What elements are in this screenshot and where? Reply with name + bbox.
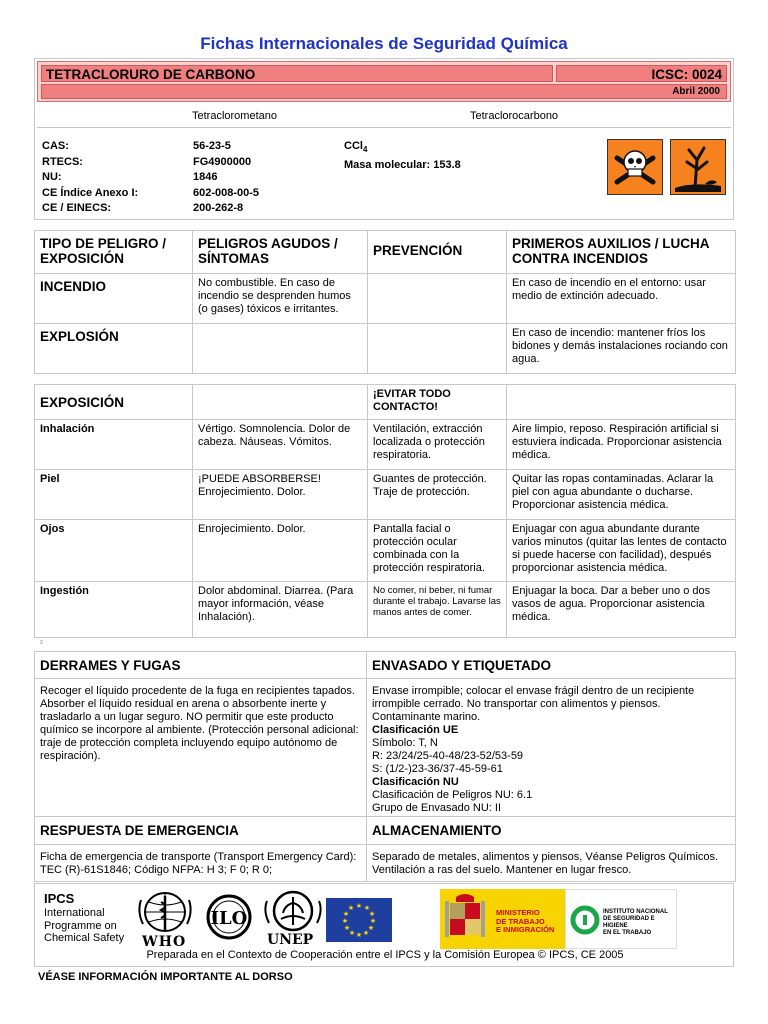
- nu-value: 1846: [193, 171, 218, 183]
- nu-class-title: Clasificación NU: [372, 776, 459, 788]
- row-inhalation-symptoms: Vértigo. Somnolencia. Dolor de cabeza. Náuseas. Vómitos.: [192, 419, 368, 470]
- emergency-storage-table: [34, 816, 736, 882]
- rtecs-value: FG4900000: [193, 155, 252, 168]
- ue-s-phrases: S: (1/2-)23-36/37-45-59-61: [372, 763, 503, 775]
- chemical-formula: CCl$_4$: [344, 140, 368, 155]
- cas-label: CAS:: [42, 140, 69, 152]
- svg-text:★: ★: [355, 931, 363, 939]
- ipcs-logo: IPCS: [44, 891, 75, 906]
- cas-value: 56-23-5: [193, 140, 231, 152]
- svg-text:★: ★: [362, 929, 370, 937]
- who-text: WHO: [142, 934, 187, 950]
- row-ingestion-symptoms: Dolor abdominal. Diarrea. (Para mayor información, véase Inhalación).: [192, 581, 368, 638]
- row-explosion-prevention: [367, 323, 507, 374]
- ce-anexo-label: CE Índice Anexo I:: [42, 186, 139, 199]
- ue-class-title: Clasificación UE: [372, 724, 459, 736]
- svg-text:★: ★: [363, 904, 371, 912]
- row-ingestion-prevention: No comer, ni beber, ni fumar durante el trabajo. Lavarse las manos antes de comer.: [367, 581, 507, 638]
- svg-text:★: ★: [369, 917, 377, 925]
- ipcs-name: International Programme on Chemical Safety: [44, 907, 125, 944]
- storage-title: ALMACENAMIENTO: [366, 816, 736, 845]
- molecular-mass: Masa molecular: 153.8: [344, 158, 461, 171]
- id-labels: [42, 139, 138, 217]
- row-eyes-prevention: Pantalla facial o protección ocular combinada con la protección respiratoria.: [367, 519, 507, 582]
- row-explosion-aid: En caso de incendio: mantener fríos los bidones y demás instalaciones rociando con agua.: [506, 323, 736, 374]
- prepared-note: Preparada en el Contexto de Cooperación entre el IPCS y la Comisión Europea © IPCS, CE 2005: [146, 949, 624, 961]
- packaging-text: Envase irrompible; colocar el envase frágil dentro de un recipiente irrompible cerrado. No transportar con alimentos y piensos. Contaminante marino.: [372, 685, 695, 723]
- svg-text:★: ★: [347, 904, 355, 912]
- svg-text:★: ★: [367, 924, 375, 932]
- row-inhalation-aid: Aire limpio, reposo. Respiración artificial si estuviera indicada. Proporcionar asistencia médica.: [506, 419, 736, 470]
- spill-text: Recoger el líquido procedente de la fuga en recipientes tapados. Absorber el líquido residual en arena o absorbente inerte y trasladarlo a un lugar seguro. NO permitir que este producto químico se incorpore al ambiente. (Protección personal adicional: traje de protección completa incluyendo equipo autónomo de respiración).: [34, 678, 367, 817]
- row-skin-symptoms: ¡PUEDE ABSORBERSE! Enrojecimiento. Dolor.: [192, 469, 368, 520]
- ministerio-name: MINISTERIO DE TRABAJO E INMIGRACIÓN: [496, 908, 555, 934]
- ue-r-phrases: R: 23/24/25-40-48/23-52/53-59: [372, 750, 524, 762]
- nu-class: Clasificación de Peligros NU: 6.1: [372, 789, 533, 801]
- nu-label: NU:: [42, 171, 62, 183]
- row-eyes-type: Ojos: [34, 519, 193, 582]
- spill-title: DERRAMES Y FUGAS: [34, 651, 367, 679]
- spill-packaging-table: [34, 651, 736, 817]
- svg-text:★: ★: [355, 902, 363, 910]
- unep-text: UNEP: [267, 932, 314, 948]
- hazard-table: [34, 230, 736, 374]
- who-logo-icon: [135, 890, 195, 950]
- formula-block: [344, 139, 461, 173]
- row-explosion-type: EXPLOSIÓN: [34, 323, 193, 374]
- emergency-text: Ficha de emergencia de transporte (Transport Emergency Card): TEC (R)-61S1846; Código NFPA: H 3; F 0; R 0;: [34, 844, 367, 882]
- unep-logo-icon: [261, 889, 325, 951]
- einecs-value: 200-262-8: [193, 202, 244, 214]
- ilo-text: ILO: [210, 908, 248, 929]
- row-ingestion-type: Ingestión: [34, 581, 193, 638]
- col-header-symptoms: PELIGROS AGUDOS / SÍNTOMAS: [192, 230, 368, 274]
- ce-anexo-value: 602-008-00-5: [193, 186, 260, 199]
- row-inhalation-prevention: Ventilación, extracción localizada o protección respiratoria.: [367, 419, 507, 470]
- avoid-contact-header: ¡EVITAR TODO CONTACTO!: [367, 384, 507, 420]
- row-fire-type: INCENDIO: [34, 273, 193, 324]
- ilo-logo-icon: [201, 894, 257, 940]
- logos-footer: [34, 883, 734, 967]
- col-header-type: TIPO DE PELIGRO / EXPOSICIÓN: [34, 230, 193, 274]
- synonyms-row: [37, 103, 731, 128]
- ministerio-logo: [440, 889, 565, 949]
- row-fire-aid: En caso de incendio en el entorno: usar medio de extinción adecuado.: [506, 273, 736, 324]
- packaging-body: [366, 678, 736, 817]
- exposure-table: [34, 384, 736, 638]
- row-skin-type: Piel: [34, 469, 193, 520]
- svg-text:★: ★: [368, 910, 376, 918]
- row-skin-prevention: Guantes de protección. Traje de protección.: [367, 469, 507, 520]
- name-banner: [37, 61, 731, 102]
- page-mark: 2: [40, 640, 43, 646]
- id-values: [193, 139, 259, 217]
- chemical-name: TETRACLORURO DE CARBONO: [46, 67, 256, 82]
- col-header-first-aid: PRIMEROS AUXILIOS / LUCHA CONTRA INCENDIOS: [506, 230, 736, 274]
- row-inhalation-type: Inhalación: [34, 419, 193, 470]
- row-eyes-symptoms: Enrojecimiento. Dolor.: [192, 519, 368, 582]
- ue-symbol: Símbolo: T, N: [372, 737, 438, 749]
- row-skin-aid: Quitar las ropas contaminadas. Aclarar la piel con agua abundante o ducharse. Proporcionar asistencia médica.: [506, 469, 736, 520]
- exposure-header-symptoms: [192, 384, 368, 420]
- svg-text:★: ★: [341, 917, 349, 925]
- packaging-title: ENVASADO Y ETIQUETADO: [366, 651, 736, 679]
- icsc-number: ICSC: 0024: [651, 67, 722, 82]
- svg-text:★: ★: [343, 924, 351, 932]
- row-fire-prevention: [367, 273, 507, 324]
- emergency-title: RESPUESTA DE EMERGENCIA: [34, 816, 367, 845]
- insht-logo: [565, 889, 677, 949]
- environment-dead-tree-icon: [670, 139, 726, 195]
- toxic-skull-icon: [607, 139, 663, 195]
- doc-date: Abril 2000: [672, 86, 720, 97]
- see-back-note: VÉASE INFORMACIÓN IMPORTANTE AL DORSO: [38, 971, 293, 983]
- synonym-1: Tetraclorometano: [192, 110, 277, 122]
- svg-text:★: ★: [348, 929, 356, 937]
- svg-text:★: ★: [342, 910, 350, 918]
- exposure-header: EXPOSICIÓN: [34, 384, 193, 420]
- spain-coat-of-arms-icon: [442, 889, 488, 949]
- synonym-2: Tetraclorocarbono: [470, 110, 559, 122]
- einecs-label: CE / EINECS:: [42, 202, 112, 214]
- exposure-header-aid: [506, 384, 736, 420]
- row-fire-symptoms: No combustible. En caso de incendio se desprenden humos (o gases) tóxicos e irritantes.: [192, 273, 368, 324]
- rtecs-label: RTECS:: [42, 155, 83, 168]
- insht-emblem-icon: [570, 905, 600, 935]
- page-title: Fichas Internacionales de Seguridad Química: [200, 34, 568, 53]
- row-explosion-symptoms: [192, 323, 368, 374]
- eu-flag-icon: [326, 898, 392, 942]
- storage-text: Separado de metales, alimentos y piensos, Véanse Peligros Químicos. Ventilación a ras del suelo. Mantener en lugar fresco.: [366, 844, 736, 882]
- col-header-prevention: PREVENCIÓN: [367, 230, 507, 274]
- nu-group: Grupo de Envasado NU: II: [372, 802, 502, 814]
- row-ingestion-aid: Enjuagar la boca. Dar a beber uno o dos vasos de agua. Proporcionar asistencia médica.: [506, 581, 736, 638]
- insht-name: INSTITUTO NACIONAL DE SEGURIDAD E HIGIENE EN EL TRABAJO: [603, 909, 668, 936]
- row-eyes-aid: Enjuagar con agua abundante durante varios minutos (quitar las lentes de contacto si puede hacerse con facilidad), después proporcionar asistencia médica.: [506, 519, 736, 582]
